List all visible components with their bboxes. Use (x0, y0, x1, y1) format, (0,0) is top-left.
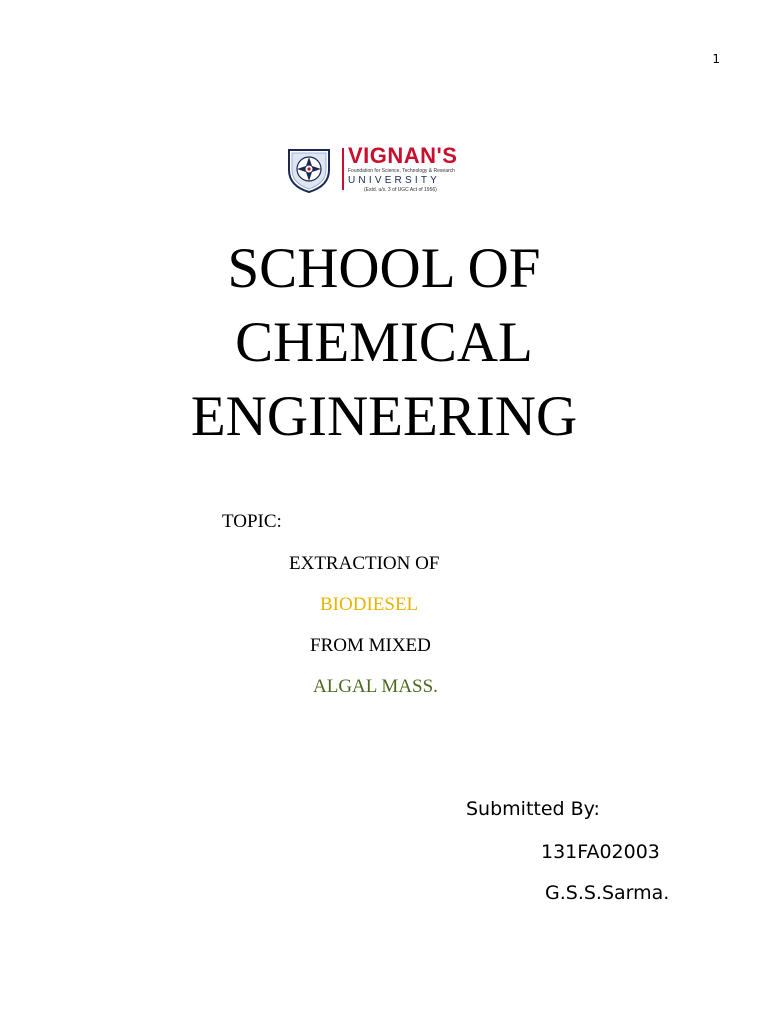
logo-brand-name: VIGNAN'S (348, 143, 458, 168)
topic-label: TOPIC: (222, 511, 282, 532)
title-line-2: CHEMICAL (235, 311, 533, 374)
topic-line-1: EXTRACTION OF (289, 553, 440, 574)
university-logo (284, 144, 468, 194)
logo-divider (342, 148, 344, 190)
student-name: G.S.S.Sarma. (545, 882, 670, 904)
logo-university: UNIVERSITY (348, 175, 441, 186)
roll-number: 131FA02003 (541, 841, 660, 863)
submitted-by-label: Submitted By: (466, 798, 600, 820)
title-line-1: SCHOOL OF (227, 237, 541, 300)
topic-line-2: BIODIESEL (320, 594, 419, 615)
logo-tagline: Foundation for Science, Technology & Research (348, 168, 455, 174)
topic-line-4: ALGAL MASS. (313, 676, 438, 697)
logo-established: (Estd. u/s. 3 of UGC Act of 1956) (364, 187, 437, 193)
page-number: 1 (712, 52, 720, 66)
title-line-3: ENGINEERING (190, 385, 578, 448)
topic-line-3: FROM MIXED (310, 635, 431, 656)
page-title (0, 232, 768, 454)
university-emblem-icon (284, 144, 334, 194)
